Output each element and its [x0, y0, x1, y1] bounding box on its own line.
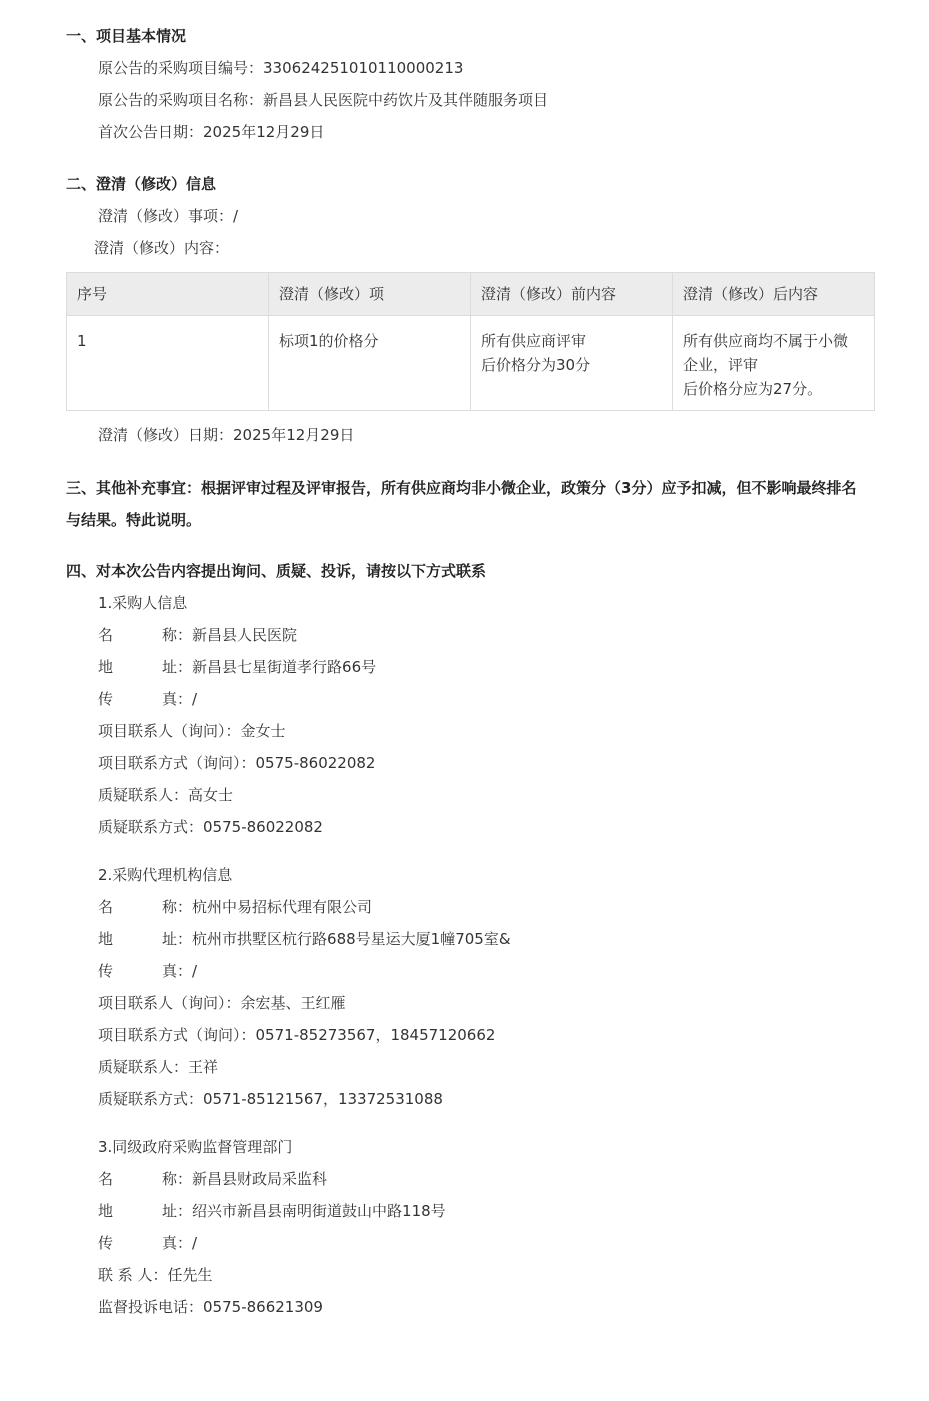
- label-part: 地: [98, 930, 114, 948]
- purchaser-question-phone-line: [98, 817, 323, 837]
- section1-heading: 一、项目基本情况: [66, 27, 187, 45]
- first-date: 2025年12月29日: [203, 123, 325, 141]
- agency-question-phone-line: [98, 1089, 443, 1109]
- header-after: 澄清（修改）后内容: [673, 273, 875, 316]
- clarify-item-line: [98, 206, 238, 226]
- project-name-line: [98, 90, 548, 110]
- purchaser-question-phone: 0575-86022082: [203, 818, 323, 836]
- label-part: 传: [98, 962, 114, 980]
- clarify-date-label: 澄清（修改）日期：: [98, 426, 234, 444]
- label-part: 真：: [162, 690, 193, 708]
- supervisor-phone: 0575-86621309: [203, 1298, 323, 1316]
- purchaser-address-line: [98, 657, 376, 677]
- clarification-table: [66, 272, 875, 411]
- clarify-content-label: 澄清（修改）内容：: [94, 239, 230, 257]
- cell-after: [673, 316, 875, 411]
- section3-text: 三、其他补充事宜：根据评审过程及评审报告，所有供应商均非小微企业，政策分（3分）应予扣减，但不影响最终排名与结果。特此说明。: [66, 479, 857, 529]
- agency-contact-line: [98, 993, 346, 1013]
- purchaser-fax-line: [98, 689, 197, 709]
- purchaser-question-contact-label: 质疑联系人：: [98, 786, 189, 804]
- label-part: 称：: [162, 626, 193, 644]
- label-part: 真：: [162, 962, 193, 980]
- supervisor-name-line: [98, 1169, 327, 1189]
- clarify-item-value: /: [233, 207, 239, 225]
- cell-no: 1: [67, 316, 269, 411]
- purchaser-phone-label: 项目联系方式（询问）：: [98, 754, 256, 772]
- agency-contact-label: 项目联系人（询问）：: [98, 994, 241, 1012]
- agency-fax-line: [98, 961, 197, 981]
- supervisor-fax-line: [98, 1233, 197, 1253]
- label-part: 址：: [162, 930, 193, 948]
- purchaser-phone-line: [98, 753, 375, 773]
- project-name: 新昌县人民医院中药饮片及其伴随服务项目: [263, 91, 549, 109]
- agency-phone: 0571-85273567，18457120662: [255, 1026, 496, 1044]
- purchaser-contact-line: [98, 721, 286, 741]
- supervisor-contact: 任先生: [167, 1266, 213, 1284]
- clarify-date: 2025年12月29日: [233, 426, 355, 444]
- purchaser-name: 新昌县人民医院: [192, 626, 298, 644]
- supervisor-contact-line: [98, 1265, 213, 1285]
- agency-address: 杭州市拱墅区杭行路688号星运大厦1幢705室&: [192, 930, 511, 948]
- label-part: 称：: [162, 898, 193, 916]
- first-date-line: [98, 122, 324, 142]
- agency-address-line: [98, 929, 511, 949]
- purchaser-question-contact: 高女士: [188, 786, 234, 804]
- agency-question-phone: 0571-85121567，13372531088: [203, 1090, 443, 1108]
- supervisor-phone-label: 监督投诉电话：: [98, 1298, 204, 1316]
- cell-after-line: 所有供应商均不属于小微: [683, 332, 849, 350]
- cell-before: [471, 316, 673, 411]
- supervisor-contact-label: 联 系 人：: [98, 1266, 168, 1284]
- section2-heading: 二、澄清（修改）信息: [66, 175, 217, 193]
- header-item: 澄清（修改）项: [269, 273, 471, 316]
- clarify-item-label: 澄清（修改）事项：: [98, 207, 234, 225]
- purchaser-question-contact-line: [98, 785, 233, 805]
- table-row: [67, 316, 875, 411]
- cell-before-line: 所有供应商评审: [481, 332, 587, 350]
- header-before: 澄清（修改）前内容: [471, 273, 673, 316]
- table-header-row: [67, 273, 875, 316]
- label-part: 址：: [162, 1202, 193, 1220]
- label-part: 地: [98, 1202, 114, 1220]
- label-part: 址：: [162, 658, 193, 676]
- cell-after-line: 企业，评审: [683, 356, 759, 374]
- label-part: 传: [98, 1234, 114, 1252]
- purchaser-fax: /: [192, 690, 198, 708]
- label-part: 名: [98, 1170, 114, 1188]
- label-part: 名: [98, 626, 114, 644]
- project-number: 330624251010110000213: [263, 59, 464, 77]
- agency-question-contact-line: [98, 1057, 218, 1077]
- label-part: 传: [98, 690, 114, 708]
- agency-fax: /: [192, 962, 198, 980]
- agency-question-phone-label: 质疑联系方式：: [98, 1090, 204, 1108]
- agency-question-contact-label: 质疑联系人：: [98, 1058, 189, 1076]
- clarify-date-line: [98, 425, 354, 445]
- supervisor-fax: /: [192, 1234, 198, 1252]
- agency-name: 杭州中易招标代理有限公司: [192, 898, 373, 916]
- supervisor-title: 3.同级政府采购监督管理部门: [98, 1138, 293, 1156]
- first-date-label: 首次公告日期：: [98, 123, 204, 141]
- supervisor-address: 绍兴市新昌县南明街道鼓山中路118号: [192, 1202, 446, 1220]
- project-name-label: 原公告的采购项目名称：: [98, 91, 264, 109]
- label-part: 地: [98, 658, 114, 676]
- cell-before-line: 后价格分为30分: [481, 356, 591, 374]
- purchaser-contact: 金女士: [240, 722, 286, 740]
- supervisor-phone-line: [98, 1297, 323, 1317]
- cell-item: 标项1的价格分: [269, 316, 471, 411]
- cell-after-line: 后价格分应为27分。: [683, 380, 823, 398]
- agency-name-line: [98, 897, 372, 917]
- label-part: 称：: [162, 1170, 193, 1188]
- purchaser-question-phone-label: 质疑联系方式：: [98, 818, 204, 836]
- supervisor-name: 新昌县财政局采监科: [192, 1170, 328, 1188]
- project-number-line: [98, 58, 463, 78]
- header-no: 序号: [67, 273, 269, 316]
- purchaser-title: 1.采购人信息: [98, 594, 188, 612]
- section4-heading: 四、对本次公告内容提出询问、质疑、投诉，请按以下方式联系: [66, 562, 487, 580]
- agency-phone-label: 项目联系方式（询问）：: [98, 1026, 256, 1044]
- agency-contact: 余宏基、王红雁: [240, 994, 346, 1012]
- agency-phone-line: [98, 1025, 495, 1045]
- agency-question-contact: 王祥: [188, 1058, 219, 1076]
- label-part: 名: [98, 898, 114, 916]
- project-number-label: 原公告的采购项目编号：: [98, 59, 264, 77]
- purchaser-contact-label: 项目联系人（询问）：: [98, 722, 241, 740]
- purchaser-phone: 0575-86022082: [255, 754, 376, 772]
- purchaser-address: 新昌县七星街道孝行路66号: [192, 658, 377, 676]
- agency-title: 2.采购代理机构信息: [98, 866, 233, 884]
- purchaser-name-line: [98, 625, 297, 645]
- label-part: 真：: [162, 1234, 193, 1252]
- supervisor-address-line: [98, 1201, 446, 1221]
